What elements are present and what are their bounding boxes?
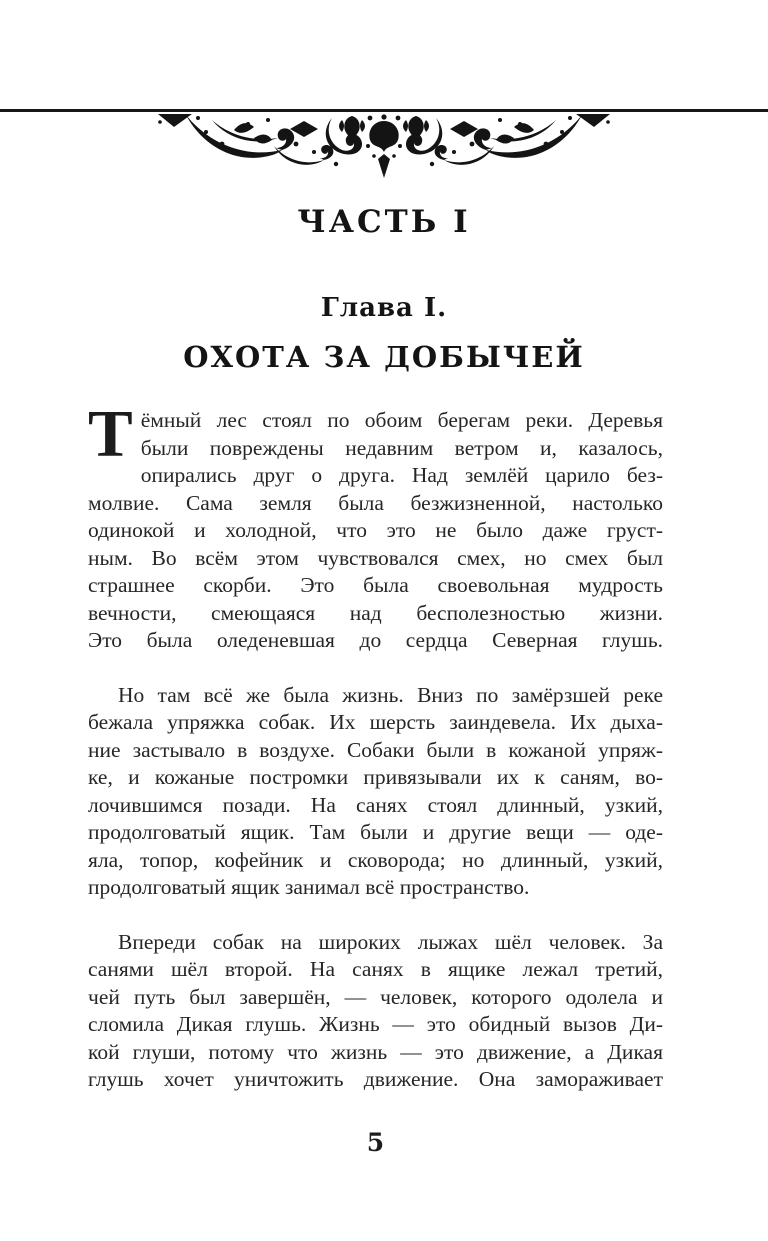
text-line: продолговатый ящик занимал всё пространство.: [88, 875, 530, 899]
text-line: чей путь был завершён, — человек, которого одолела и: [88, 984, 663, 1009]
text-line: страшнее скорби. Это была своевольная мудрость: [88, 573, 663, 597]
text-line: вечности, смеющаяся над бесполезностью жизни.: [88, 600, 663, 625]
paragraph: [88, 397, 663, 655]
chapter-heading: Глава I.: [320, 293, 448, 323]
text-line: молвие. Сама земля была безжизненной, настолько: [88, 490, 663, 515]
part-heading: ЧАСТЬ I: [297, 204, 471, 240]
text-line: Это была оледеневшая до сердца Северная глушь.: [88, 628, 663, 652]
text-line: продолговатый ящик. Там были и другие вещи — оде-: [88, 820, 663, 844]
text-line: яла, топор, кофейник и сковорода; но длинный, узкий,: [88, 847, 663, 872]
text-line: кой глуши, потому что жизнь — это движение, а Дикая: [88, 1039, 663, 1064]
paragraph: [88, 929, 663, 1094]
text-line: ёмный лес стоял по обоим берегам реки. Деревья: [140, 408, 663, 432]
text-line: ние застывало в воздухе. Собаки были в кожаной упряж-: [88, 737, 663, 762]
text-line: одинокой и холодной, что это не было даже груст-: [88, 518, 663, 542]
text-line: лочившимся позади. На санях стоял длинный, узкий,: [88, 792, 663, 817]
text-line: были повреждены недавним ветром и, казалось,: [140, 435, 663, 460]
text-line: ке, и кожаные постромки привязывали их к саням, во-: [88, 765, 663, 789]
page-number: 5: [366, 1128, 385, 1157]
floral-vignette-ornament: [156, 112, 612, 180]
text-line: сломила Дикая глушь. Жизнь — это обидный вызов Ди-: [88, 1012, 663, 1036]
text-line: бежала упряжка собак. Их шерсть заиндевела. Их дыха-: [88, 710, 663, 734]
paragraph: [88, 682, 663, 902]
text-line: опирались друг о друга. Над землёй царило без-: [140, 463, 663, 487]
drop-cap: Т: [88, 397, 133, 471]
text-line: ным. Во всём этом чувствовался смех, но смех был: [88, 545, 663, 570]
text-line: глушь хочет уничтожить движение. Она замораживает: [88, 1067, 663, 1091]
text-line: Но там всё же была жизнь. Вниз по замёрзшей реке: [118, 682, 663, 707]
text-line: санями шёл второй. На санях в ящике лежал третий,: [88, 957, 663, 981]
text-line: Впереди собак на широких лыжах шёл человек. За: [118, 929, 663, 954]
chapter-title-heading: ОХОТА ЗА ДОБЫЧЕЙ: [183, 340, 585, 374]
body-text-block: [88, 397, 663, 1094]
